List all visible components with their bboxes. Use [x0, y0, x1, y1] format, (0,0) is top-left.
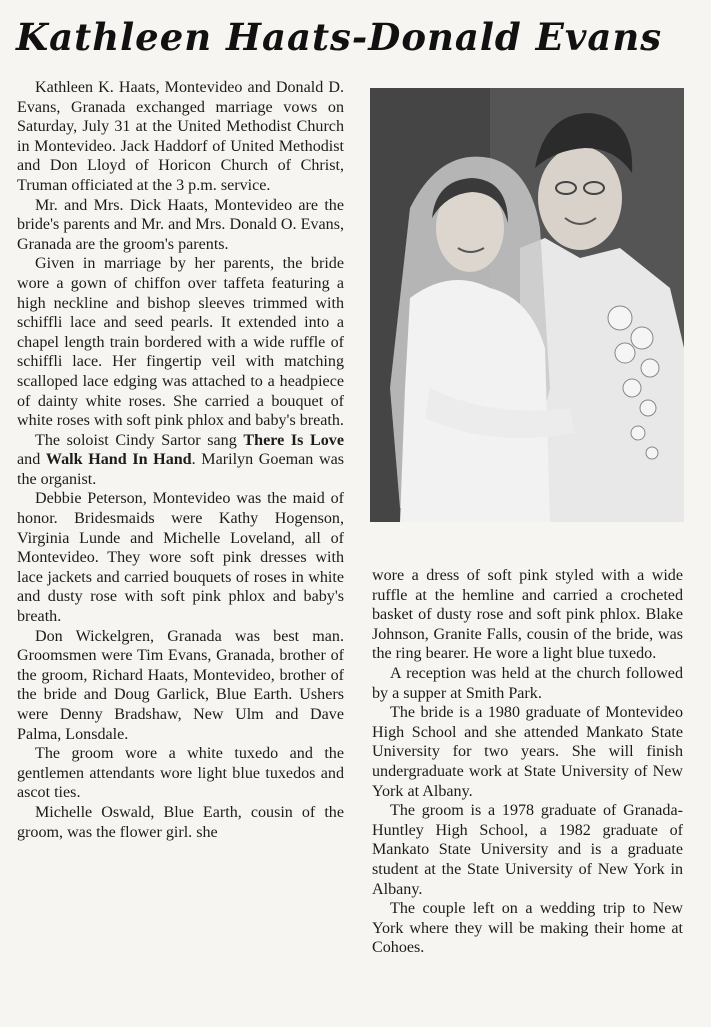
wedding-photo-frame [370, 88, 684, 522]
text: . Marilyn Goeman was the organist. [17, 451, 344, 488]
paragraph: Mr. and Mrs. Dick Haats, Montevideo are the bride's parents and Mr. and Mrs. Donald O. Evans, Granada are the groom's parents. [17, 196, 344, 253]
paragraph: The groom wore a white tuxedo and the gentlemen attendants wore light blue tuxedos and ascot ties. [17, 745, 344, 802]
song-title: There Is Love [243, 431, 344, 449]
paragraph: The bride is a 1980 graduate of Montevideo High School and she attended Mankato State University for two years. She will finish undergraduate work at State University of New York at Albany. [372, 704, 683, 800]
wedding-photo-illustration [370, 88, 684, 522]
paragraph: A reception was held at the church followed by a supper at Smith Park. [372, 664, 683, 702]
right-column [372, 566, 683, 958]
text: The soloist Cindy Sartor sang [35, 431, 244, 449]
left-column [17, 78, 344, 842]
text: and [17, 451, 46, 469]
paragraph-continuation: wore a dress of soft pink styled with a wide ruffle at the hemline and carried a crocheted basket of dusty rose and soft pink phlox. Blake Johnson, Granite Falls, cousin of the bride, was the ring bearer. He wore a light blue tuxedo. [372, 567, 683, 663]
paragraph: The groom is a 1978 graduate of Granada-Huntley High School, a 1982 graduate of Mankato State University and is a graduate student at the State University of New York in Albany. [372, 802, 683, 898]
paragraph: Michelle Oswald, Blue Earth, cousin of the groom, was the flower girl. she [17, 803, 344, 841]
paragraph: Given in marriage by her parents, the bride wore a gown of chiffon over taffeta featuring a high neckline and bishop sleeves trimmed with schiffli lace and seed pearls. It extended into a chapel length train bordered with a wide ruffle of schiffli lace. Her fingertip veil with matching scalloped lace edging was attached to a headpiece of dainty white roses. She carried a bouquet of white roses with soft pink phlox and baby's breath. [17, 255, 344, 430]
paragraph: Kathleen K. Haats, Montevideo and Donald D. Evans, Granada exchanged marriage vows on Saturday, July 31 at the United Methodist Church in Montevideo. Jack Haddorf of United Methodist and Don Lloyd of Horicon Church of Christ, Truman officiated at the 3 p.m. service. [17, 79, 344, 194]
headline: Kathleen Haats-Donald Evans [16, 15, 663, 59]
paragraph: The couple left on a wedding trip to New York where they will be making their home at Cohoes. [372, 900, 683, 957]
paragraph: Don Wickelgren, Granada was best man. Groomsmen were Tim Evans, Granada, brother of the groom, Richard Haats, Montevideo, brother of the bride and Doug Garlick, Blue Earth. Ushers were Denny Bradshaw, New Ulm and Dave Palma, Lonsdale. [17, 627, 344, 743]
song-title: Walk Hand In Hand [45, 451, 192, 469]
paragraph: Debbie Peterson, Montevideo was the maid of honor. Bridesmaids were Kathy Hogenson, Virginia Lunde and Michelle Loveland, all of Montevideo. They wore soft pink dresses with lace jackets and carried bouquets of roses in white and dusty rose with soft pink phlox and baby's breath. [17, 490, 344, 626]
wedding-photo [370, 88, 684, 522]
paragraph-soloist [17, 431, 344, 490]
